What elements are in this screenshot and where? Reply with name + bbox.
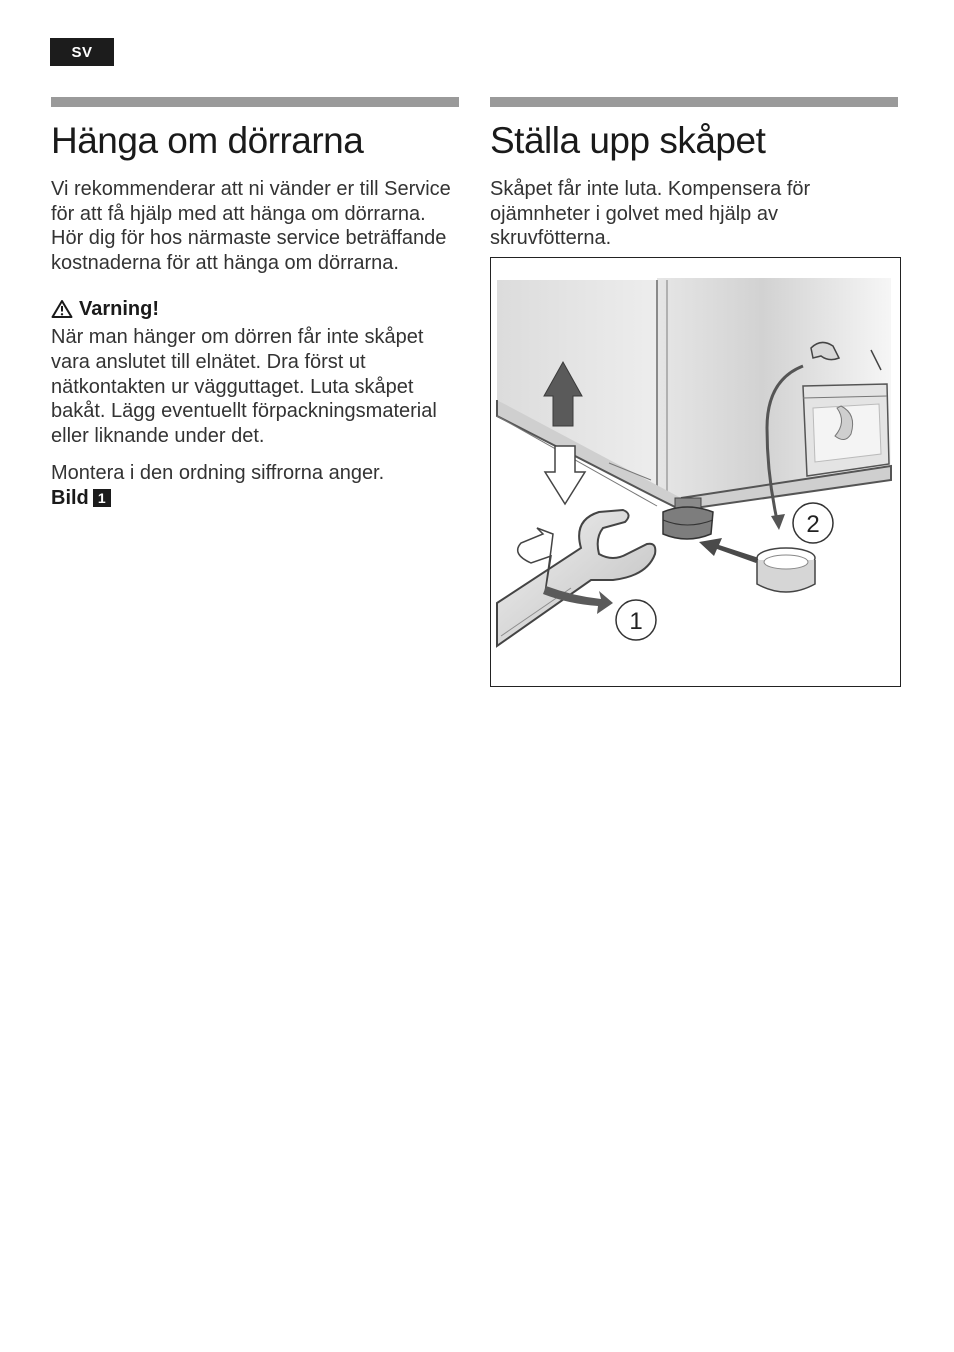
order-paragraph — [51, 461, 459, 510]
leveling-illustration — [491, 258, 900, 686]
step-2-label: 2 — [806, 511, 820, 538]
figure-reference[interactable] — [51, 487, 111, 509]
warning-triangle-icon — [51, 299, 73, 319]
figure-ref-number: 1 — [93, 489, 111, 507]
section-rule — [490, 97, 898, 107]
warning-heading-label: Varning! — [79, 298, 160, 321]
section-rule — [51, 97, 459, 107]
section-title: Hänga om dörrarna — [51, 120, 364, 161]
insert-arrow — [699, 538, 759, 563]
warning-heading — [51, 296, 459, 322]
warning-paragraph: När man hänger om dörren får inte skåpet vara anslutet till elnätet. Dra först ut nätkontakten ur vägguttaget. Luta skåpet bakåt. Lägg eventuellt förpackningsmaterial eller liknande under det. — [51, 326, 437, 447]
section-hanga-om-dorrarna — [51, 97, 459, 511]
intro-paragraph: Vi rekommenderar att ni vänder er till Service för att få hjälp med att hänga om dörrarna. Hör dig för hos närmaste service beträffande kostnaderna för att hänga om dörrarna. — [51, 178, 451, 274]
step-1-label: 1 — [629, 608, 643, 635]
figure-leveling-feet — [490, 257, 901, 687]
cover-ring — [757, 548, 815, 592]
order-text: Montera i den ordning siffrorna anger. — [51, 462, 385, 485]
language-tab: SV — [50, 38, 114, 66]
step-1-marker — [616, 600, 656, 640]
section-title: Ställa upp skåpet — [490, 120, 766, 161]
section-stalla-upp-skapet — [490, 97, 898, 251]
step-2-marker — [793, 503, 833, 543]
figure-ref-label: Bild — [51, 486, 89, 509]
intro-paragraph: Skåpet får inte luta. Kompensera för ojämnheter i golvet med hjälp av skruvfötterna. — [490, 178, 811, 250]
